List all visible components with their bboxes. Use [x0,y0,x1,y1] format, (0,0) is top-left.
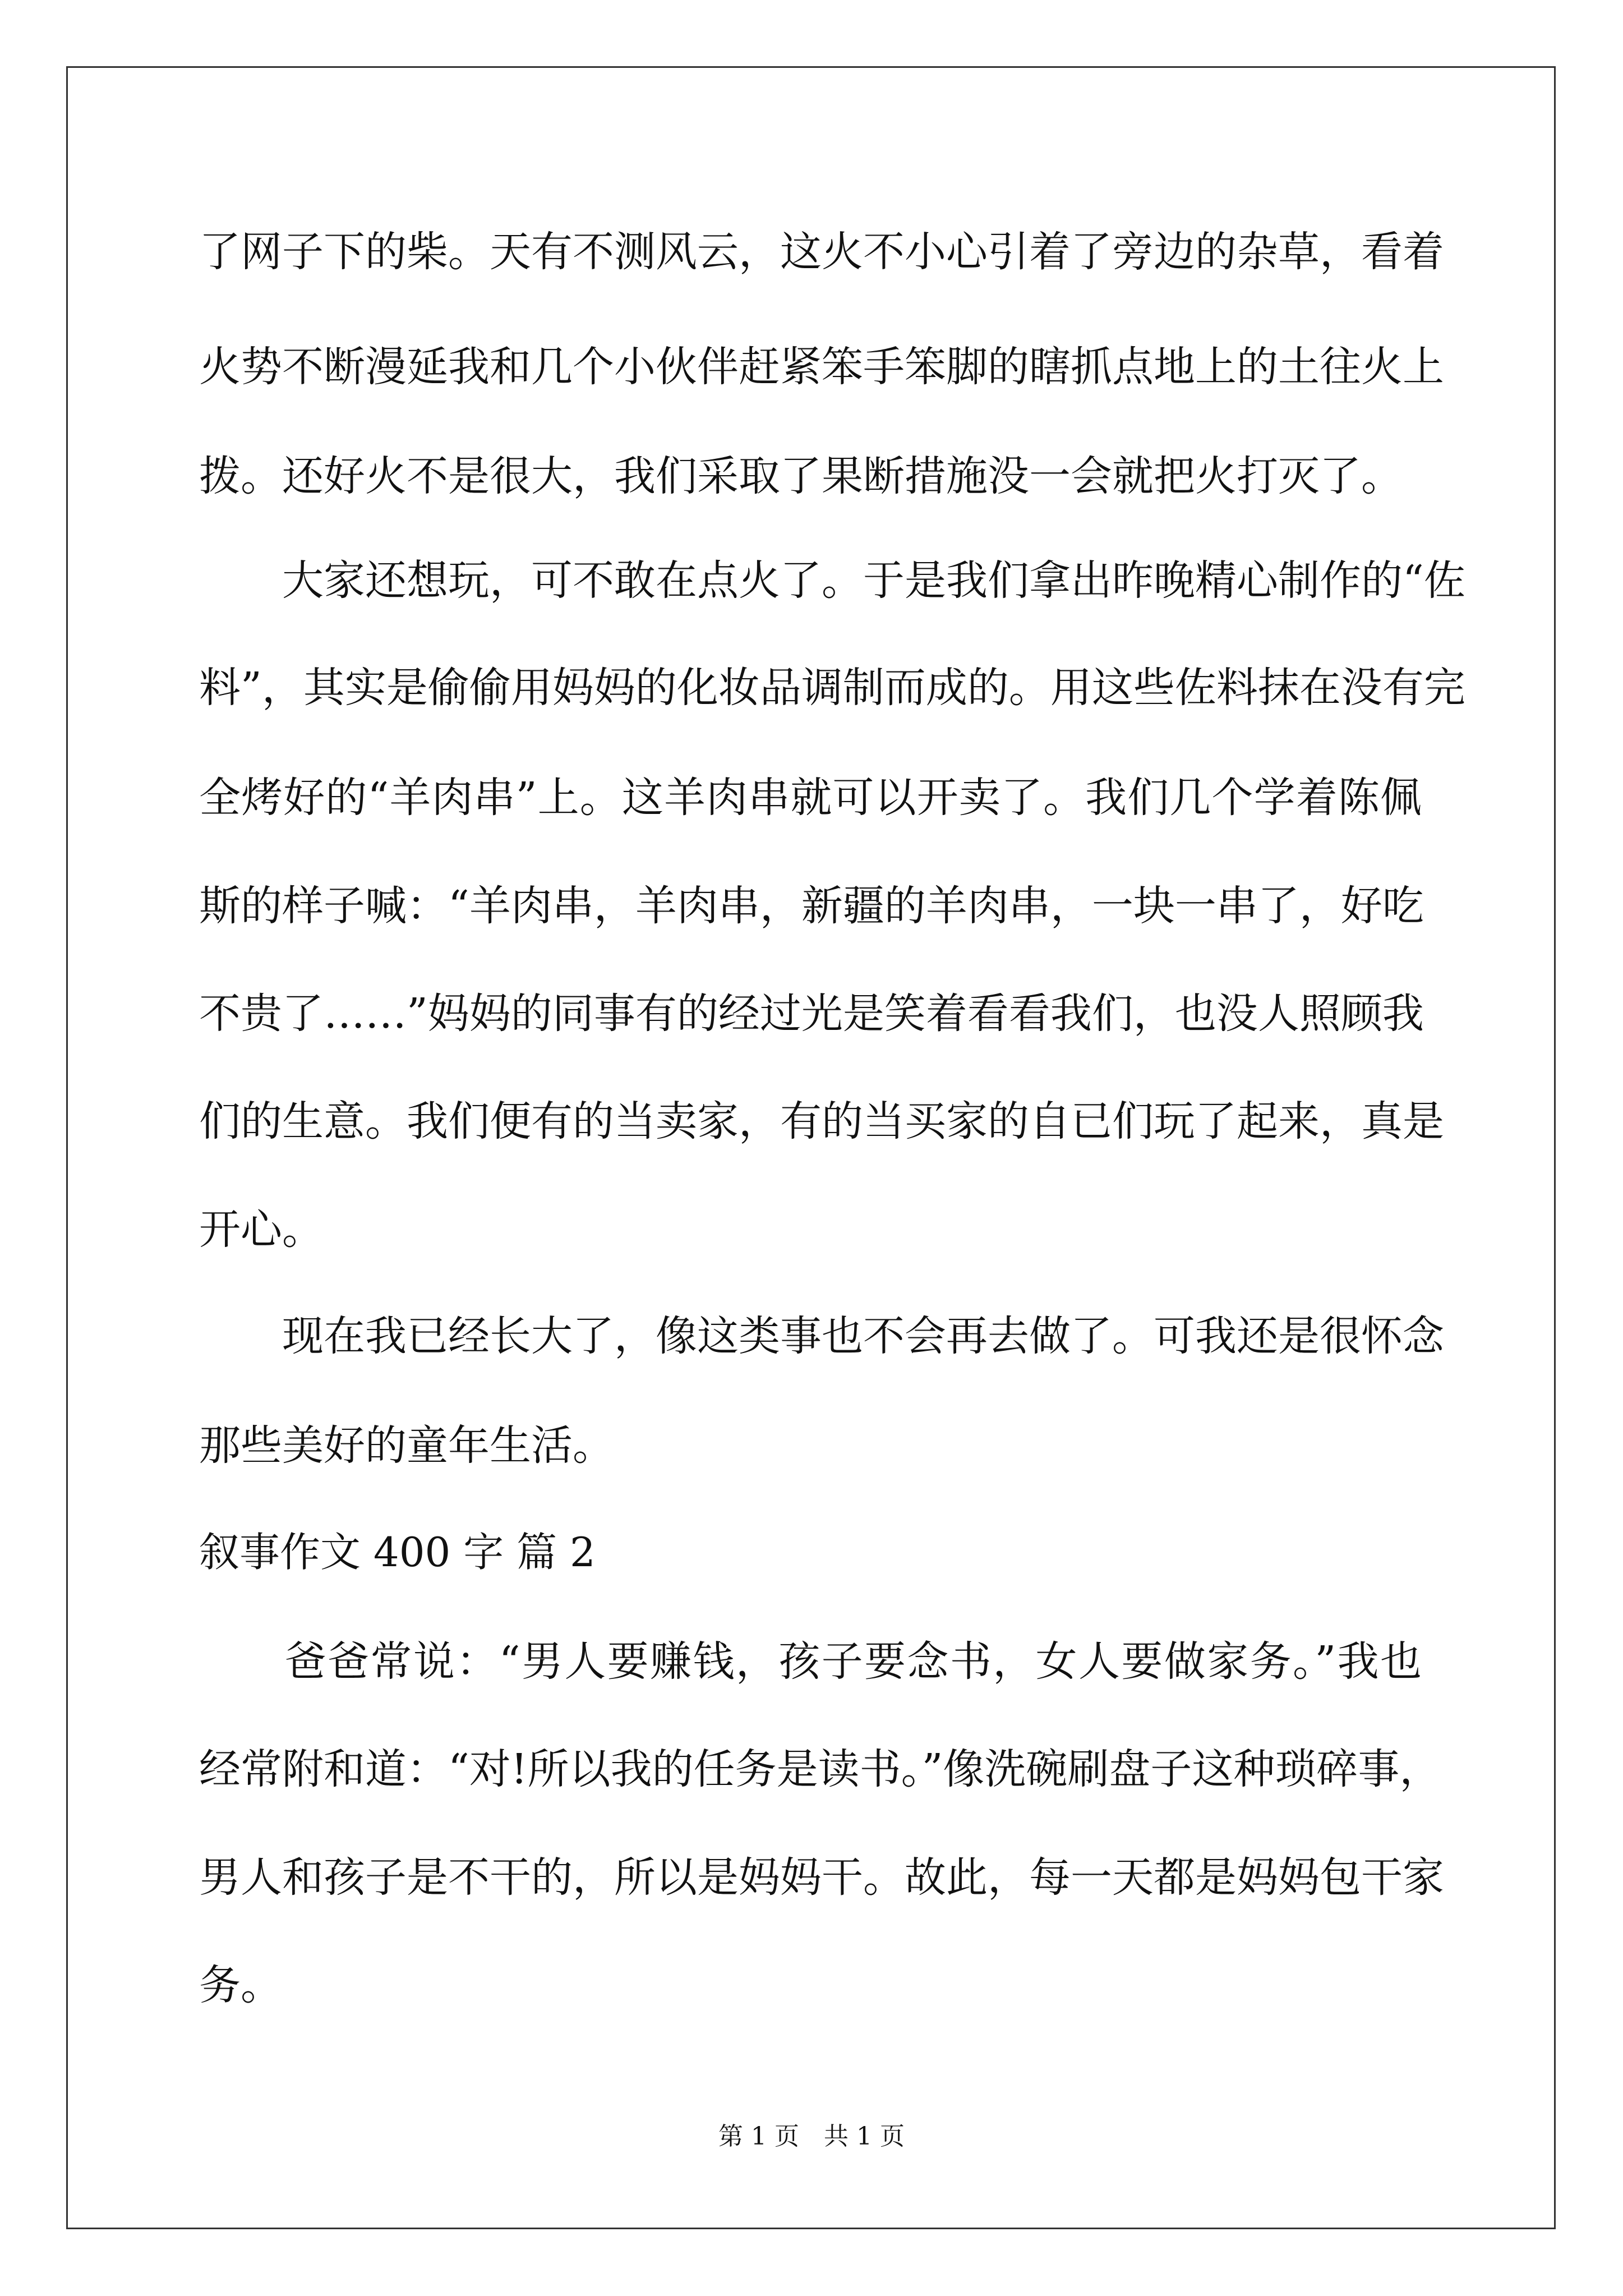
text-line-10: 开心。 [199,1205,324,1254]
text-line-5: 料”，其实是偷偷用妈妈的化妆品调制而成的。用这些佐料抹在没有完 [199,664,1465,712]
text-line-17: 务。 [199,1961,282,2009]
text-line-4: 大家还想玩，可不敢在点火了。于是我们拿出昨晚精心制作的“佐 [199,556,1465,605]
text-line-15: 经常附和道：“对!所以我的任务是读书。”像洗碗刷盘子这种琐碎事， [199,1745,1441,1793]
text-line-8: 不贵了……”妈妈的同事有的经过光是笑着看看我们，也没人照顾我 [199,990,1424,1038]
text-line-11: 现在我已经长大了，像这类事也不会再去做了。可我还是很怀念 [199,1312,1444,1360]
text-line-2: 火势不断漫延我和几个小伙伴赶紧笨手笨脚的瞎抓点地上的土往火上 [199,343,1444,391]
text-line-9: 们的生意。我们便有的当卖家，有的当买家的自已们玩了起来，真是 [199,1097,1444,1145]
text-line-16: 男人和孩子是不干的，所以是妈妈干。故此，每一天都是妈妈包干家 [199,1853,1444,1902]
text-line-12: 那些美好的童年生活。 [199,1421,614,1470]
text-line-1: 了网子下的柴。天有不测风云，这火不小心引着了旁边的杂草，看着 [199,228,1444,276]
page-number: 第 1 页 共 1 页 [718,2122,905,2151]
text-line-6: 全烤好的“羊肉串”上。这羊肉串就可以开卖了。我们几个学着陈佩 [199,774,1422,822]
text-line-14: 爸爸常说：“男人要赚钱，孩子要念书，女人要做家务。”我也 [199,1637,1422,1686]
text-line-3: 拨。还好火不是很大，我们采取了果断措施没一会就把火打灭了。 [199,452,1403,500]
section-heading: 叙事作文 400 字 篇 2 [199,1529,596,1576]
text-line-7: 斯的样子喊：“羊肉串，羊肉串，新疆的羊肉串，一块一串了，好吃 [199,882,1424,930]
